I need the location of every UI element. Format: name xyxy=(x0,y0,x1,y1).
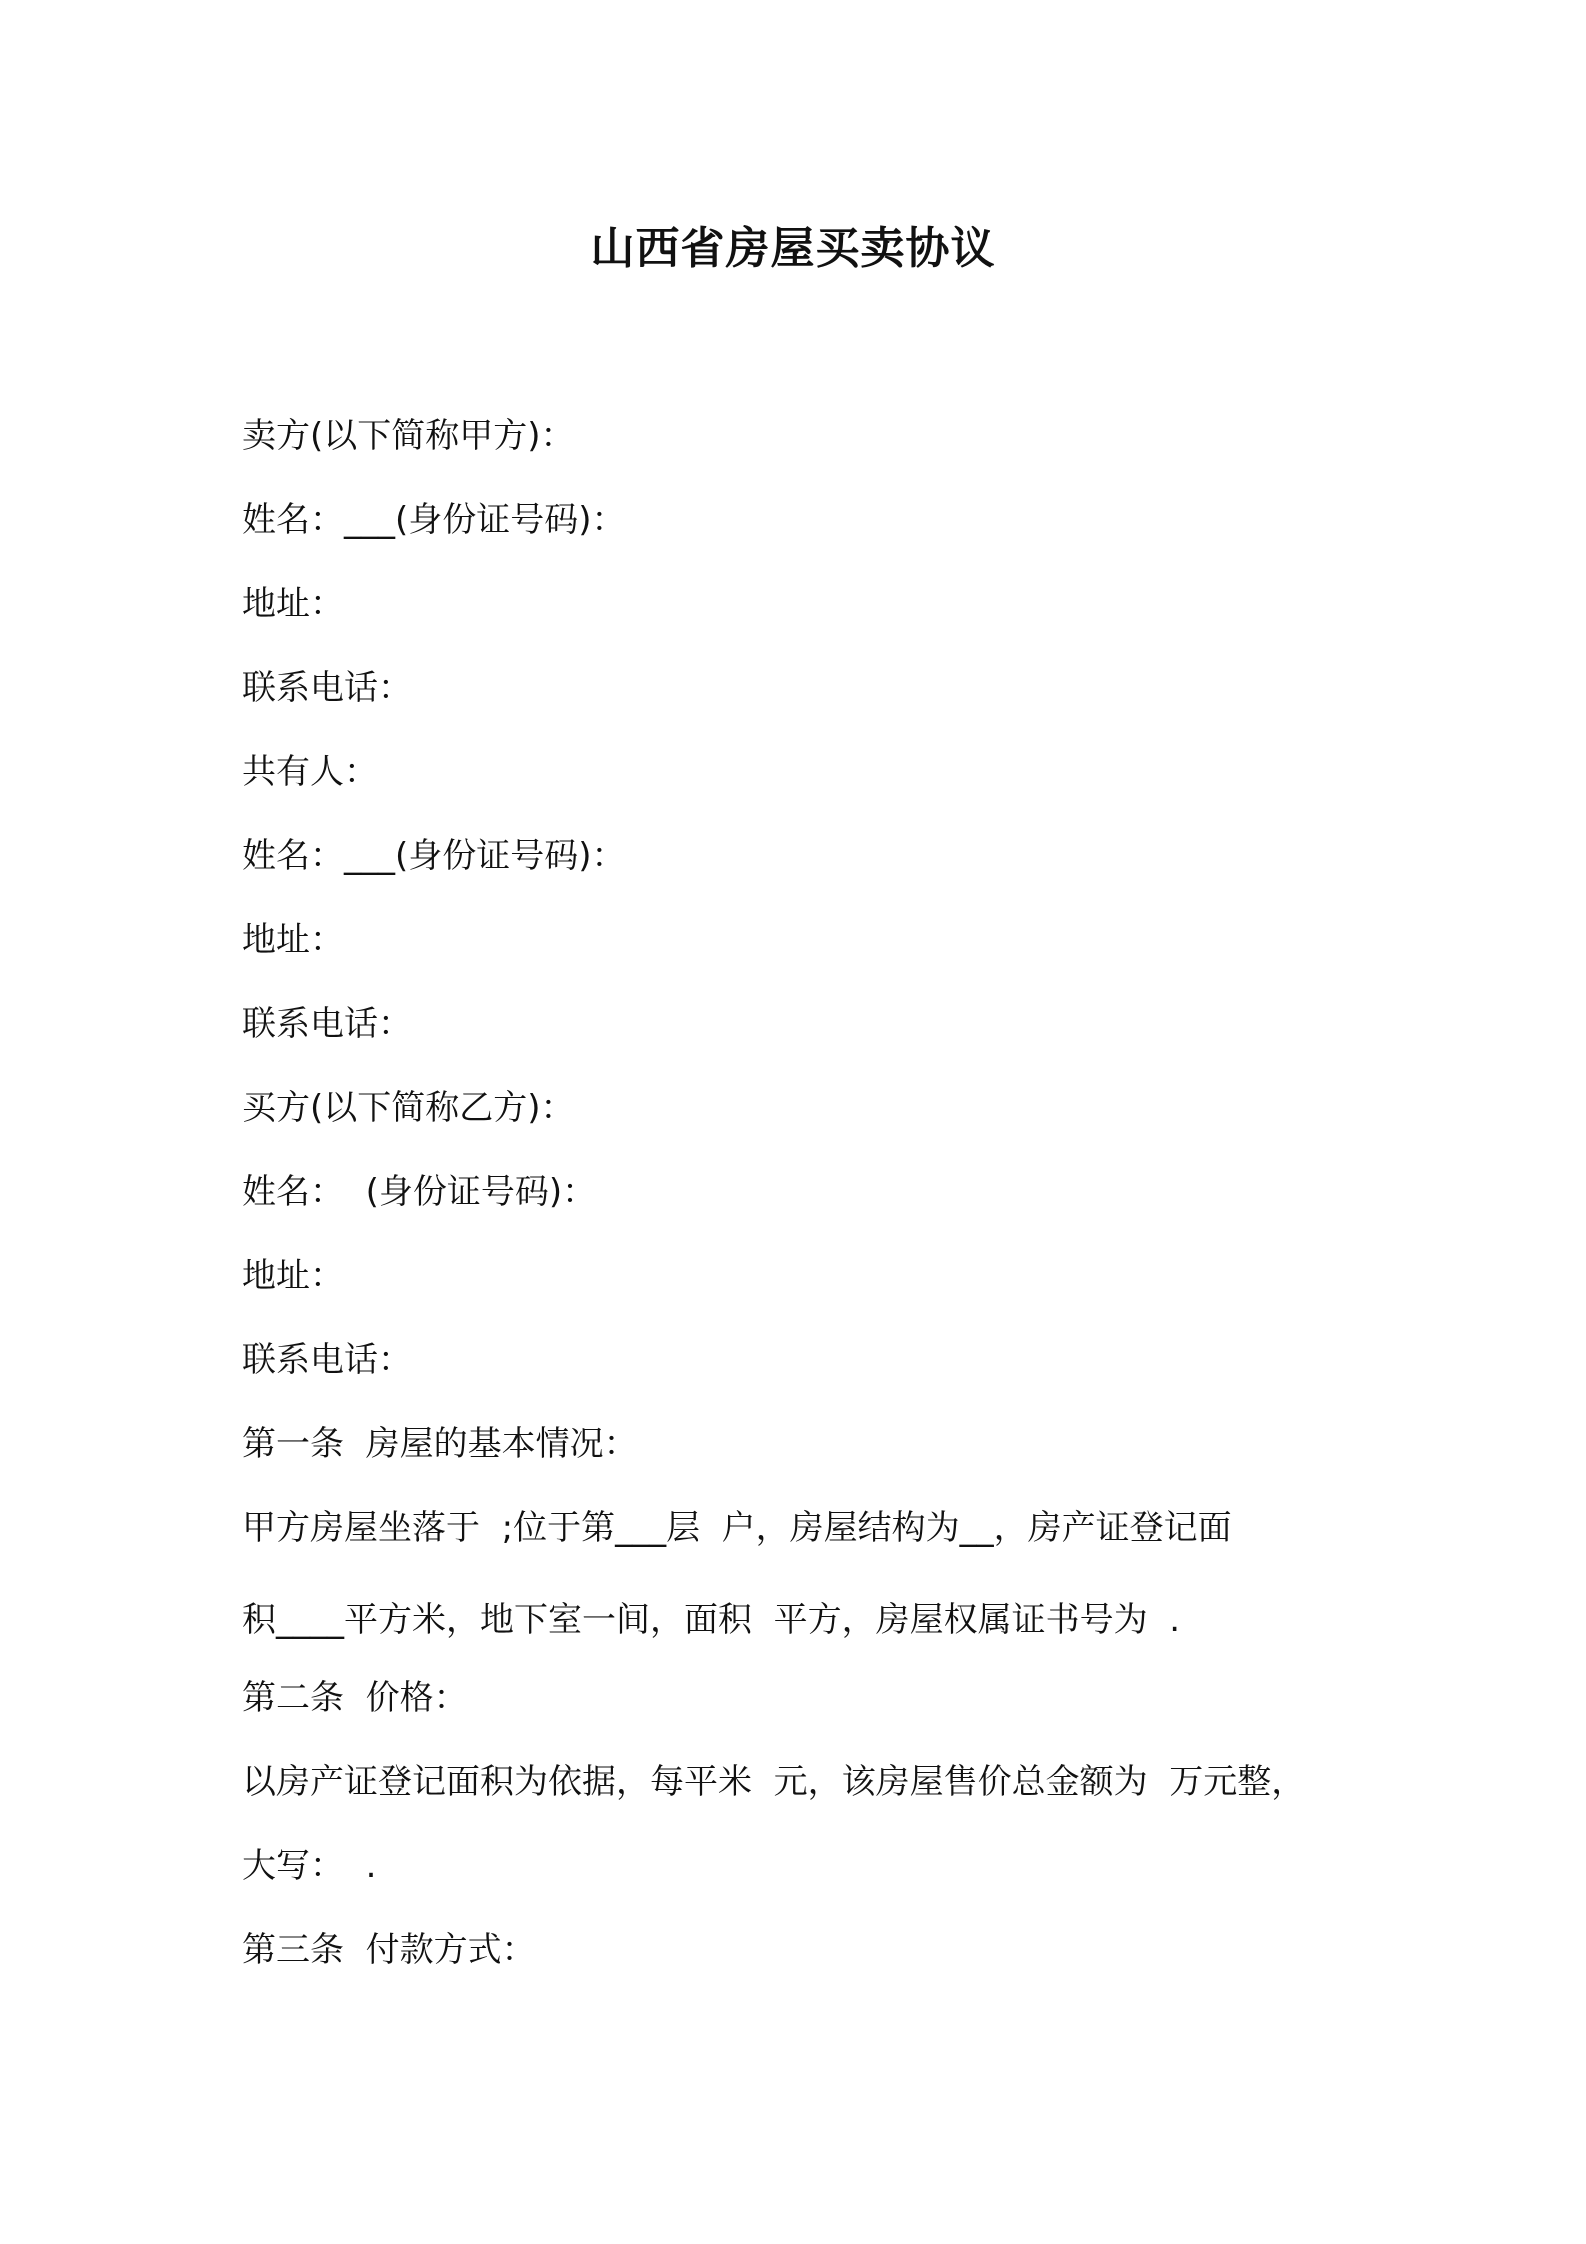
buyer-phone-line: 联系电话： xyxy=(242,1340,412,1380)
article-1-heading: 第一条 房屋的基本情况： xyxy=(242,1424,638,1464)
buyer-heading: 买方(以下简称乙方)： xyxy=(242,1088,575,1128)
article-2-text-line-2: 大写： . xyxy=(242,1846,377,1886)
article-3-heading: 第三条 付款方式： xyxy=(242,1930,536,1970)
seller-heading: 卖方(以下简称甲方)： xyxy=(242,416,575,456)
article-1-text-line-1: 甲方房屋坐落于 ;位于第___层 户，房屋结构为__，房产证登记面 xyxy=(242,1508,1232,1548)
document-title: 山西省房屋买卖协议 xyxy=(590,223,996,274)
co-owner-address-line: 地址： xyxy=(242,920,344,960)
seller-address-line: 地址： xyxy=(242,584,344,624)
article-2-text-line-1: 以房产证登记面积为依据，每平米 元，该房屋售价总金额为 万元整， xyxy=(242,1762,1306,1802)
buyer-name-line: 姓名： (身份证号码)： xyxy=(242,1172,597,1212)
co-owner-phone-line: 联系电话： xyxy=(242,1004,412,1044)
article-2-heading: 第二条 价格： xyxy=(242,1678,468,1718)
seller-name-line: 姓名：___(身份证号码)： xyxy=(242,500,626,540)
co-owner-name-line: 姓名：___(身份证号码)： xyxy=(242,836,626,876)
article-1-text-line-2: 积____平方米，地下室一间，面积 平方，房屋权属证书号为 . xyxy=(242,1600,1181,1640)
buyer-address-line: 地址： xyxy=(242,1256,344,1296)
co-owner-heading: 共有人： xyxy=(242,752,378,792)
seller-phone-line: 联系电话： xyxy=(242,668,412,708)
